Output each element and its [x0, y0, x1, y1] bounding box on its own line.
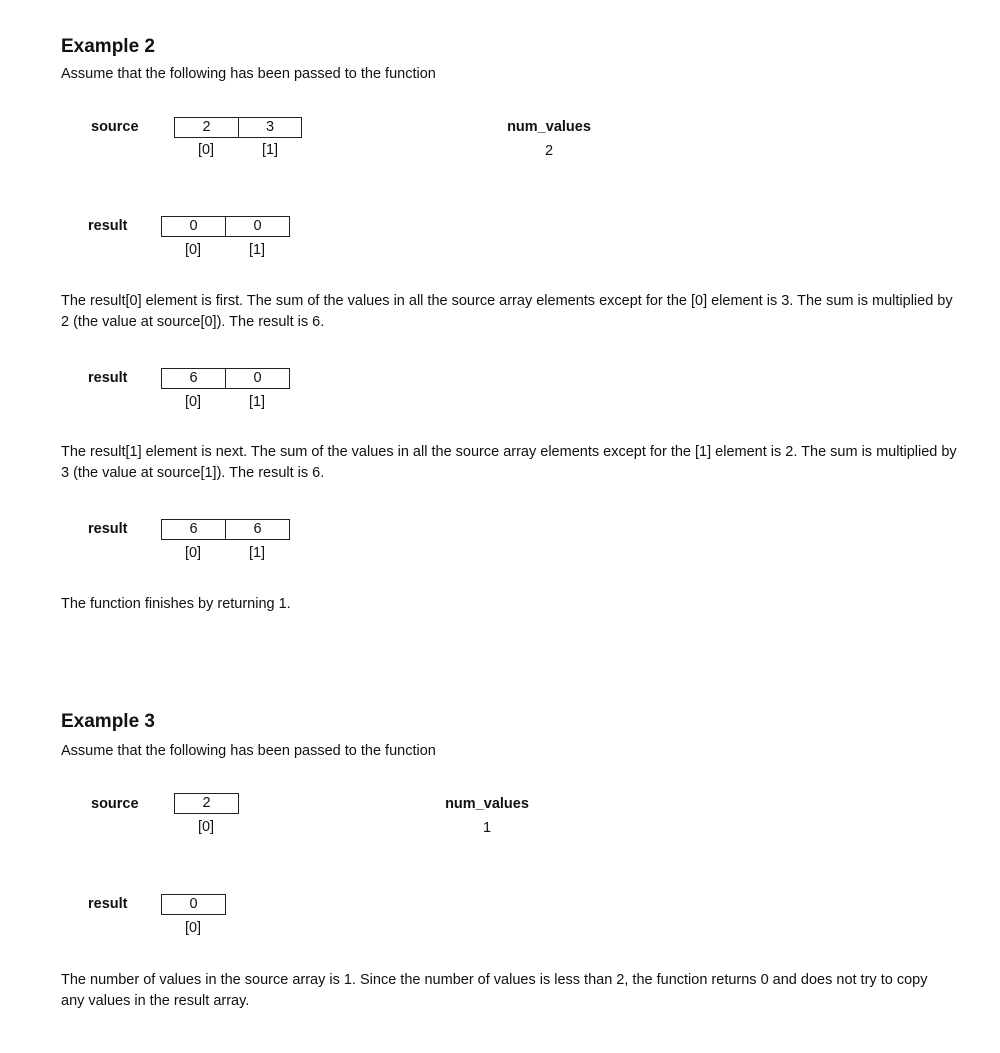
example-2-result-step1-cell-1: 0 — [225, 368, 290, 389]
example-2-result-step1-cell-0: 6 — [161, 368, 226, 389]
example-3-result-cell-0: 0 — [161, 894, 226, 915]
example-2-result-cell-1: 0 — [225, 216, 290, 237]
example-3-num-values-label: num_values — [445, 796, 529, 812]
example-2-result-label-step2: result — [88, 521, 128, 537]
example-2-paragraph-1: The result[0] element is first. The sum of the values in all the source array elements except for the [0] element is 3. The sum is multiplied by 2 (the value at source[0]). The result is 6. — [61, 293, 953, 330]
example-2-source-index-0: [0] — [197, 142, 215, 158]
example-3-intro: Assume that the following has been passed to the function — [61, 743, 436, 759]
example-2-result-step2-index-1: [1] — [248, 545, 266, 561]
example-2-source-index-1: [1] — [261, 142, 279, 158]
example-2-result-index-0: [0] — [184, 242, 202, 258]
example-2-paragraph-2: The result[1] element is next. The sum of the values in all the source array elements except for the [1] element is 2. The sum is multiplied by 3 (the value at source[1]). The result is 6. — [61, 444, 957, 481]
example-2-result-index-1: [1] — [248, 242, 266, 258]
example-2-result-step2-index-0: [0] — [184, 545, 202, 561]
example-2-result-step2-cell-1: 6 — [225, 519, 290, 540]
example-2-result-step1-index-0: [0] — [184, 394, 202, 410]
example-3-paragraph-1: The number of values in the source array is 1. Since the number of values is less than 2, the function returns 0 and does not try to copy any values in the result array. — [61, 972, 928, 1009]
example-2-result-cell-0: 0 — [161, 216, 226, 237]
example-3-source-cell-0: 2 — [174, 793, 239, 814]
example-2-intro: Assume that the following has been passed to the function — [61, 66, 436, 82]
example-2-num-values-label: num_values — [507, 119, 591, 135]
example-2-heading: Example 2 — [61, 36, 155, 57]
example-2-result-label: result — [88, 218, 128, 234]
example-2-source-cell-0: 2 — [174, 117, 239, 138]
example-2-source-label: source — [91, 119, 139, 135]
example-2-result-label-step1: result — [88, 370, 128, 386]
example-3-heading: Example 3 — [61, 711, 155, 732]
example-2-num-values-value: 2 — [544, 143, 554, 159]
example-3-num-values-value: 1 — [482, 820, 492, 836]
example-3-source-index-0: [0] — [197, 819, 215, 835]
example-2-source-cell-1: 3 — [238, 117, 302, 138]
example-2-paragraph-3: The function finishes by returning 1. — [61, 596, 291, 612]
example-3-result-index-0: [0] — [184, 920, 202, 936]
example-3-result-label: result — [88, 896, 128, 912]
example-2-result-step2-cell-0: 6 — [161, 519, 226, 540]
example-2-result-step1-index-1: [1] — [248, 394, 266, 410]
example-3-source-label: source — [91, 796, 139, 812]
